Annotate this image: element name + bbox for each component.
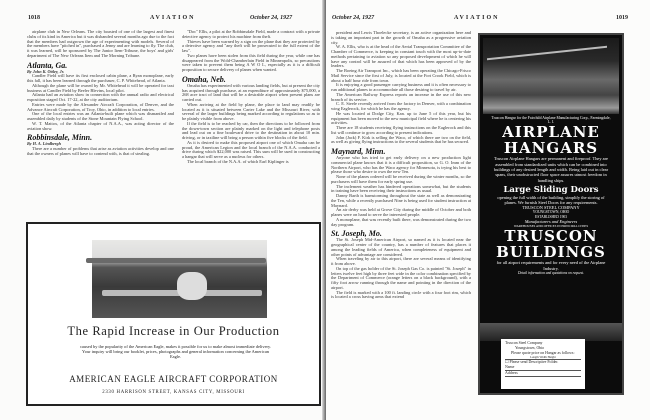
ad-body-2: opening the full width of the building, simplify the storing of planes. We furnish Steel Doors for any requirements. bbox=[497, 194, 605, 206]
order-coupon[interactable] bbox=[501, 339, 585, 389]
ad-company: AMERICAN EAGLE AIRCRAFT CORPORATION bbox=[69, 374, 278, 384]
paragraph: If the field is to be reached by car, then the directions to be followed from the down-town section are plainly marked on the light and telephone posts and lead out on a fine boulevard drive to the destination in about 10 min. driving, or in taxiline will bring a person within five blocks of the field. bbox=[182, 120, 320, 140]
biplane-photo bbox=[92, 240, 267, 318]
paragraph: Candler Field will have its first enclosed cabin plane, a Ryan monoplane, early this fall, it has been learned through the purchaser, C. P. Whitehead, of Atlanta. bbox=[27, 73, 174, 83]
paragraph: There are a number of problems that arise as aviation activities develop and one that the owners of planes will have to contend with, is that of stealing. bbox=[27, 146, 174, 156]
paragraph: "Doc" Ellis, a pilot at the Robbinsdale Field, made a contract with a private detective agency to protect his machine from theft. bbox=[182, 30, 320, 39]
paragraph: One of the local entries was an Atlanta-built plane which was dismantled and assembled daily by students of the Stone Mountain Flying School. bbox=[27, 111, 174, 121]
paragraph: airplane club in New Orleans. The city boasted of one of the largest and finest clubs of its kind in America but it was disbanded several months ago due to the fact that the members had outgrown the age of experimenting with models. Several of the members have "pitched in", purchased a Jenny and are learning to fly. The club, it was learned, will be sponsored by The Junior Item-Tribune, the boys' and girls' department of The New Orleans Item and The Morning Tribune. bbox=[27, 30, 174, 58]
paragraph: The St. Joseph Mid-American Airport, so named as it is located near the geographical center of the country, has a number of features that places it among the leading fields of America, when completeness of equipment and other points of advantage are considered. bbox=[331, 237, 471, 257]
paragraph: president and Lewis Thoelecke secretary, is an active organization here and is taking an important part in the growth of Omaha as a progressive aviation city. bbox=[331, 31, 471, 45]
truscon-advertisement bbox=[478, 33, 624, 395]
ad-title-truscon: TRUSCON bbox=[504, 227, 598, 246]
paragraph: The local branch of the N.A.A. of which Earl Kiplinger is bbox=[187, 158, 289, 164]
section-heading: Omaha, Neb. bbox=[182, 74, 226, 84]
section-heading: St. Joseph, Mo. bbox=[331, 229, 382, 239]
ad-title-airplane: AIRPLANE bbox=[502, 123, 600, 142]
paragraph: The inclement weather has hindered operations somewhat, but the students in training have been receiving their instructions as usual. bbox=[331, 183, 471, 194]
paragraph: Danny Barth is barnstorming throughout the state as well as demonstrating the Ten, while a recently purchased Nine is being used for student instruction at Maynard. bbox=[331, 193, 471, 208]
ad-headline: The Rapid Increase in Our Production bbox=[67, 324, 280, 338]
ad-company: TRUSCON STEEL COMPANY bbox=[522, 205, 580, 211]
coupon-address-field[interactable]: Address bbox=[505, 371, 581, 377]
page-number: 1019 bbox=[616, 15, 628, 21]
ad-city: YOUNGSTOWN, OHIO bbox=[532, 210, 570, 215]
ad-warehouses: WAREHOUSES AND OFFICES IN PRINCIPAL CITIES bbox=[513, 224, 589, 229]
coupon-company: Truscon Steel Company bbox=[505, 341, 543, 345]
paragraph: C. E. Steele recently arrived from the factory in Denver, with a combination wing Eaglerock, for which he has the agency. bbox=[331, 101, 471, 111]
section-heading: Maynard, Minn. bbox=[331, 147, 386, 156]
section-heading: Robbinsdale, Minn. bbox=[27, 133, 93, 143]
ad-established: ESTABLISHED 1903 bbox=[535, 214, 567, 219]
ad-body-3: for all airport requirements and for every need of the Airplane Industry. bbox=[496, 260, 606, 271]
paragraph: Although the plane will be owned by Mr. Whitehead it will be operated for taxi business at Candler Field by Beeler Blevins, local pilot. bbox=[27, 82, 174, 93]
ad-address: 2330 HARRISON STREET, KANSAS CITY, MISSOURI bbox=[102, 390, 245, 395]
ad-detail: Detail information and quotations on request. bbox=[518, 270, 584, 275]
paragraph: W. T. Mattox, of the Atlanta chapter of N.A.A., was acting director of the aviation show. bbox=[27, 120, 174, 131]
paragraph: The American Railway Express reports an increase in the use of this new branch of its service. bbox=[331, 91, 471, 102]
paragraph: A monoplane, that was recently built there, was demonstrated during the two day program. bbox=[331, 216, 471, 227]
paragraph: The Boeing Air Transport Inc., which has been operating the Chicago-Frisco Mail Service since the first of July, is located at the Fort Crook Field, which is about a half hour ride from town. bbox=[331, 68, 471, 83]
ad-title-buildings: BUILDINGS bbox=[496, 243, 606, 262]
paragraph: It is enjoying a good passenger carrying business and it is often necessary to run additional planes to accommodate all those desiring to travel by air. bbox=[331, 82, 471, 92]
issue-date: October 24, 1927 bbox=[250, 15, 293, 21]
page-number: 1018 bbox=[28, 15, 40, 21]
coupon-quote: Please quote price on Hangar as follows: bbox=[511, 350, 575, 355]
paragraph: Thieves have been warned by a sign on the plane that they are protected by a detective agency and "any theft will be prosecuted to the full extent of the law". bbox=[182, 38, 320, 53]
ad-body: caused by the popularity of the American Eagle, makes it possible for us to make almost immediate delivery. Your inquiry will bring our booklet, prices, photographs and general information concerning the American Eagle. bbox=[79, 344, 272, 359]
running-title: AVIATION bbox=[454, 15, 500, 21]
paragraph: Omaha has experimented with various landing fields, but at present the city has acquired through purchase, at an expenditure of approximately $75,000, a 268 acre tract of land that will be a desirable airport when present plans are carried out. bbox=[182, 82, 320, 102]
paragraph: Two planes have been stolen from this field during the year, while one has disappeared from the Wold-Chamberlain Field in Minneapolis, so precautions were taken to prevent them being A W O L, especially as it is a difficult proposition to secure delivery of planes when wanted. bbox=[182, 52, 320, 72]
american-eagle-advertisement bbox=[26, 222, 321, 406]
paragraph: As it is desired to make this proposed airport one of which Omaha can be proud, the American Legion and the local branch of the N.A.A. conducted a drive during which $22,000 was raised. This sum will be used in constructing a hangar that will serve as a nucleus for others. bbox=[182, 139, 320, 159]
ad-subhead: Large Sliding Doors bbox=[503, 184, 599, 195]
photo-caption: Truscon Hangar for the Fairchild Airplane Manufacturing Corp., Farmingdale, L. I. bbox=[491, 116, 611, 125]
paragraph: John (Jack) F. Kirk is selling the Waco, of which there are two on the field, as well as giving flying instructions to the several students that he has secured. bbox=[331, 134, 471, 145]
paragraph: Entries were made by the Alexander Aircraft Corporation, of Denver, and the Advance Aircraft Corporation, of Troy, Ohio, in addition to local entries. bbox=[27, 101, 174, 112]
paragraph: Atlanta had an aviation show in connection with the annual radio and electrical exposition staged Oct. 17-22, at the city auditorium. bbox=[27, 92, 174, 102]
paragraph: When traveling by air to this airport, there are several means of identifying it from above. bbox=[331, 256, 471, 266]
paragraph: The field is marked with a 100 ft. landing circle with a four foot rim, which is located a cross having arms that extend bbox=[331, 289, 471, 300]
coupon-folder-checkbox[interactable]: ☐ Please send Descriptive Folder. bbox=[505, 360, 559, 364]
paragraph: When arriving at the field by plane, the place to land may readily be located as it is situated between Carter Lake and the Missouri River, with several of the larger buildings being marked according to regulations so as to be plainly visible from above. bbox=[182, 101, 320, 121]
ad-role: Manufacturers and Engineers bbox=[524, 219, 578, 225]
article-column-2 bbox=[182, 30, 320, 220]
paragraph: An air derby was held at Grove City during the middle of October and both planes were on hand to serve the interested people. bbox=[331, 207, 471, 217]
coupon-dimension-fields[interactable]: Length Width Height bbox=[505, 355, 581, 360]
running-title: AVIATION bbox=[150, 15, 196, 21]
section-heading: Atlanta, Ga. bbox=[27, 60, 68, 70]
issue-date: October 24, 1927 bbox=[332, 15, 375, 21]
coupon-city: Youngstown, Ohio bbox=[515, 346, 545, 350]
article-column bbox=[331, 31, 471, 401]
ad-title-hangars: HANGARS bbox=[503, 139, 599, 158]
hangar-photo bbox=[483, 38, 619, 114]
byline: By H. A. Lindbergh bbox=[27, 141, 61, 147]
paragraph: W. A. Ellis, who is at the head of the Aerial Transportation Committee of the Chamber of Commerce, is keeping in constant touch with the most up-to-date methods pertaining to aviation so any proposed development of which he will have any control will be assured of that which has been approved of by the leaders. bbox=[331, 44, 471, 69]
ad-body-1: Truscon Airplane Hangars are permanent and fireproof. They are assembled from standardized units which can be combined into buildings of any desired length and width. Being laid out in clear spans, their unobstructed floor space assures utmost freedom in handling ships. bbox=[493, 156, 609, 183]
right-page bbox=[326, 0, 650, 420]
paragraph: Anyone who has tried to get early delivery on a new production light commercial plane knows that it is a difficult proposition, so G. O. Imm of the Northern Airport, who has the Waco agency for Minnesota, is trying his best to please those who desire to own the new Ten. bbox=[331, 155, 471, 175]
byline: By John K. Ottley, Jr. bbox=[27, 68, 65, 74]
coupon-name-field[interactable]: Name bbox=[505, 365, 581, 371]
paragraph: He was located at Dodge City, Kan. up to June 5 of this year, but his equipment has been moved to the new municipal field where he is centering his activities. bbox=[331, 110, 471, 126]
ad-copy bbox=[480, 116, 622, 275]
article-column-1 bbox=[27, 30, 174, 220]
paragraph: On top of the gas holder of the St. Joseph Gas Co. is painted "St. Joseph" in letters twelve feet high by three feet wide in the color combination specified by the Department of Commerce (orange letters on a black background), with a fifty foot arrow running through the name and pointing in the direction of the airport. bbox=[331, 265, 471, 290]
paragraph: There are 18 students receiving flying instructions on the Eaglerock and this list will continue to grow according to present indications. bbox=[331, 125, 471, 135]
paragraph: None of the planes ordered will be received during the winter months, so the purchasers will have them for early spring use. bbox=[331, 174, 471, 184]
